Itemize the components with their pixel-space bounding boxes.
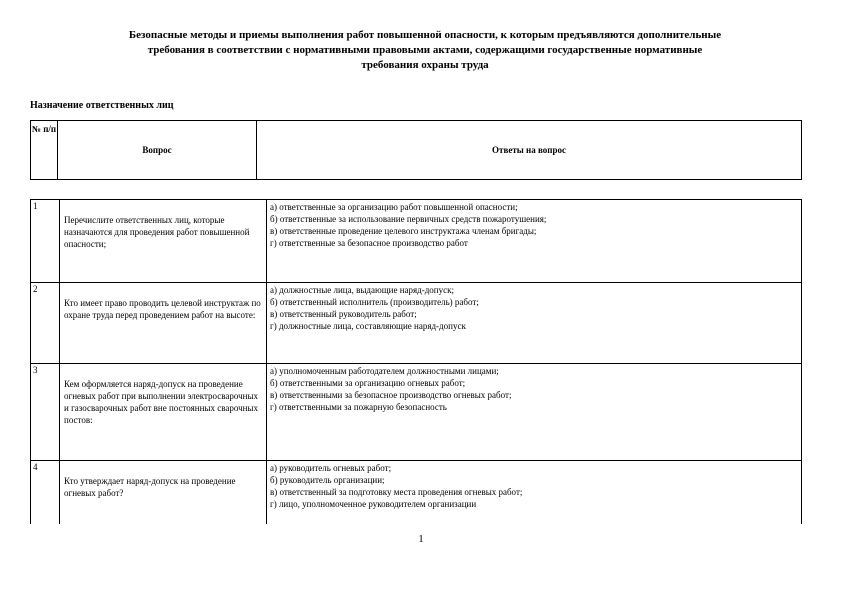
question-cell: Кем оформляется наряд-допуск на проведение огневых работ при выполнении электросварочных и газосварочных работ вне постоянных сварочных постов:	[60, 364, 267, 461]
answer-option: г) ответственные за безопасное производство работ	[270, 238, 468, 248]
title-line-1: Безопасные методы и приемы выполнения работ повышенной опасности, к которым предъявляются дополнительные	[128, 29, 722, 41]
answer-option: в) ответственные проведение целевого инструктажа членам бригады;	[270, 226, 537, 236]
table-row	[31, 283, 802, 364]
answer-option: а) руководитель огневых работ;	[270, 463, 392, 473]
row-number: 3	[31, 364, 60, 461]
answer-option: в) ответственный за подготовку места проведения огневых работ;	[270, 487, 523, 497]
question-cell: Кто утверждает наряд-допуск на проведение огневых работ?	[60, 461, 267, 525]
header-num-cell: № п/п	[31, 121, 58, 180]
header-answers-cell: Ответы на вопрос	[257, 121, 802, 180]
answer-option: б) руководитель организации;	[270, 475, 385, 485]
questions-table	[30, 199, 802, 524]
answers-cell	[267, 364, 802, 461]
table-row	[31, 461, 802, 525]
title-line-3: требования охраны труда	[361, 59, 489, 71]
answer-option: г) лицо, уполномоченное руководителем организации	[270, 499, 477, 509]
answers-cell	[267, 283, 802, 364]
answer-option: г) ответственными за пожарную безопасность	[270, 402, 447, 412]
page-number: 1	[418, 533, 424, 545]
answer-option: г) должностные лица, составляющие наряд-допуск	[270, 321, 466, 331]
section-subheading: Назначение ответственных лиц	[30, 100, 174, 111]
answer-option: в) ответственными за безопасное производство огневых работ;	[270, 390, 512, 400]
title-line-2: требования в соответствии с нормативными правовыми актами, содержащими государственные нормативные	[147, 44, 703, 56]
answer-option: а) уполномоченным работодателем должностными лицами;	[270, 366, 499, 376]
question-cell: Перечислите ответственных лиц, которые назначаются для проведения работ повышенной опасности;	[60, 200, 267, 283]
question-cell: Кто имеет право проводить целевой инструктаж по охране труда перед проведением работ на высоте:	[60, 283, 267, 364]
answers-cell	[267, 200, 802, 283]
answer-option: б) ответственный исполнитель (производитель) работ;	[270, 297, 479, 307]
answers-cell	[267, 461, 802, 525]
row-number: 1	[31, 200, 60, 283]
answer-option: б) ответственными за организацию огневых работ;	[270, 378, 466, 388]
answer-option: а) должностные лица, выдающие наряд-допуск;	[270, 285, 454, 295]
answer-option: а) ответственные за организацию работ повышенной опасности;	[270, 202, 518, 212]
answer-option: б) ответственные за использование первичных средств пожаротушения;	[270, 214, 547, 224]
header-question-cell: Вопрос	[58, 121, 257, 180]
row-number: 2	[31, 283, 60, 364]
table-row	[31, 200, 802, 283]
row-number: 4	[31, 461, 60, 525]
answer-option: в) ответственный руководитель работ;	[270, 309, 417, 319]
table-row	[31, 364, 802, 461]
